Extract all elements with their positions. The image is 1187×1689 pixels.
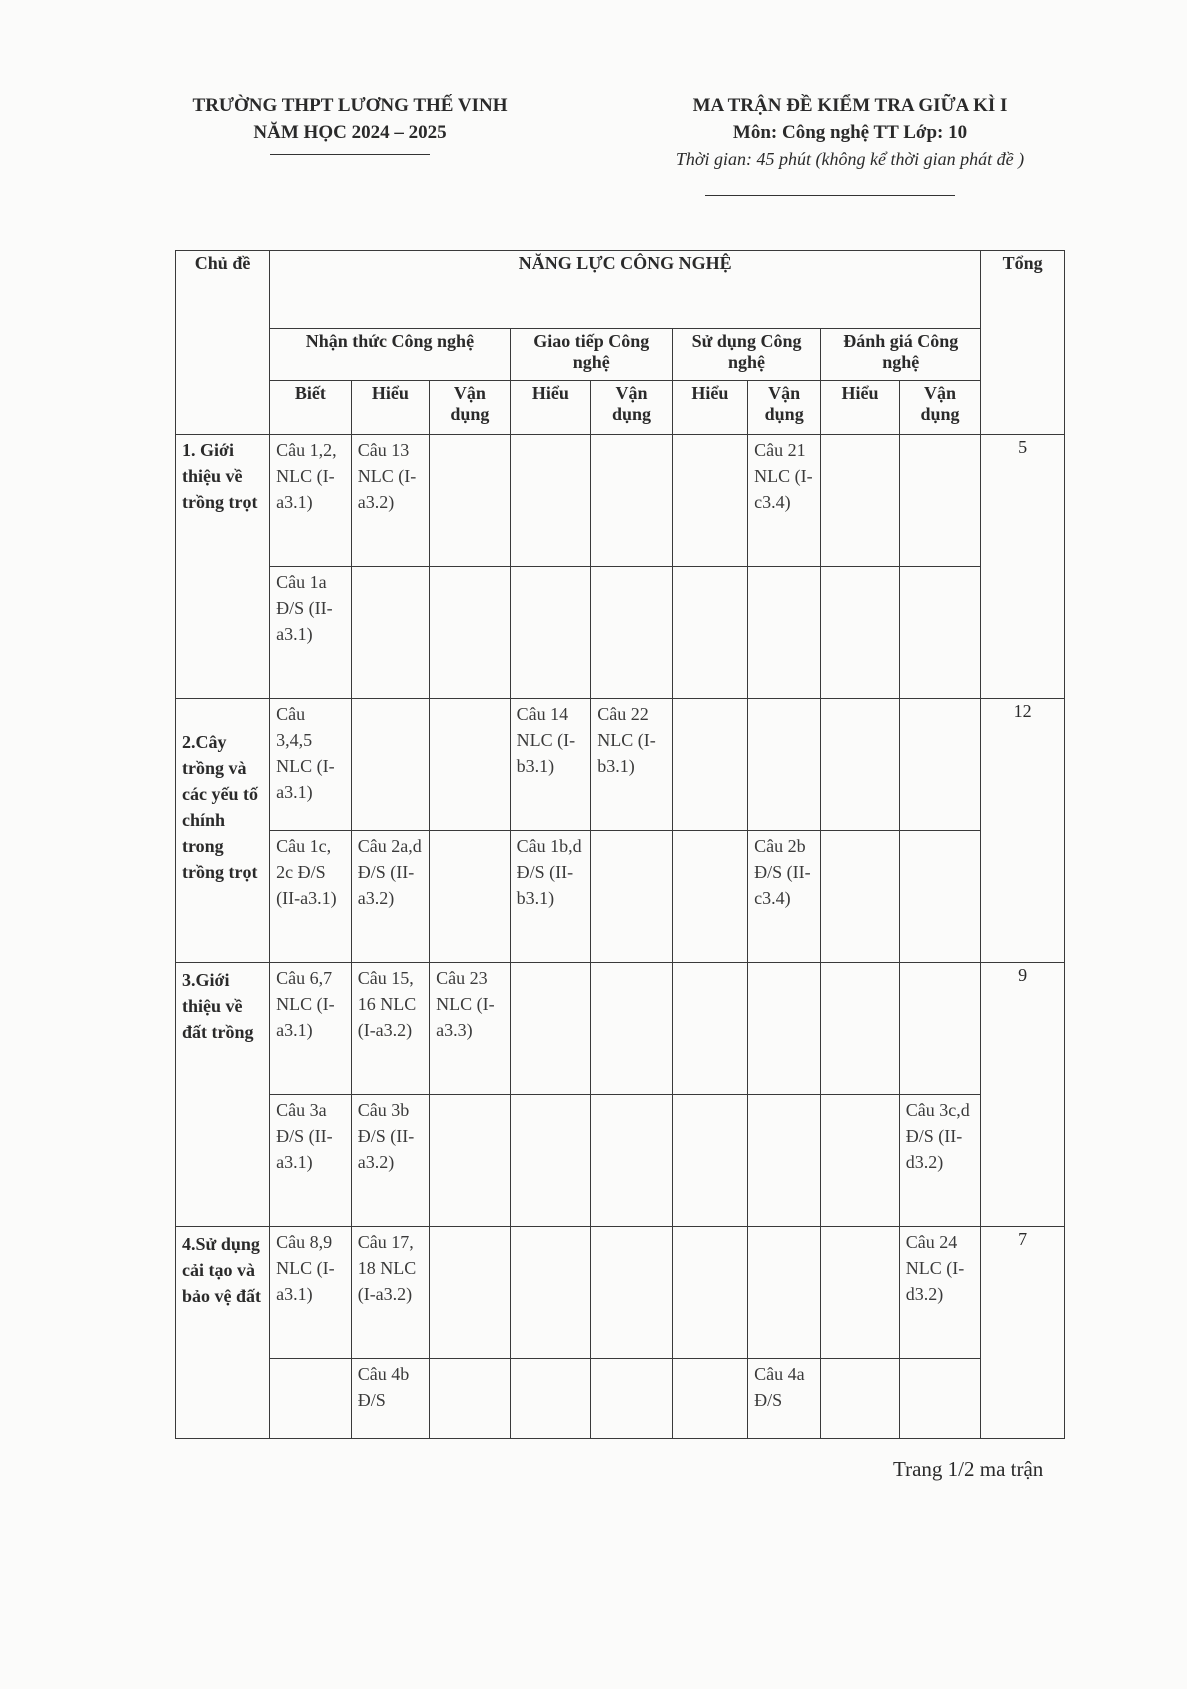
matrix-cell: [821, 963, 899, 1095]
matrix-cell: [430, 1227, 511, 1359]
matrix-cell: [821, 1359, 899, 1439]
matrix-cell: [672, 435, 747, 567]
matrix-cell: [351, 567, 429, 699]
matrix-cell: [510, 1359, 591, 1439]
matrix-cell: [591, 963, 673, 1095]
matrix-cell: [510, 435, 591, 567]
matrix-cell: Câu 4a Đ/S: [748, 1359, 821, 1439]
matrix-cell: Câu 21 NLC (I-c3.4): [748, 435, 821, 567]
matrix-cell: [821, 1227, 899, 1359]
matrix-cell: [821, 699, 899, 831]
matrix-cell: [430, 435, 511, 567]
matrix-cell: [821, 1095, 899, 1227]
subcol-header: Vận dụng: [591, 381, 673, 435]
matrix-cell: [591, 1227, 673, 1359]
page-footer: Trang 1/2 ma trận: [893, 1457, 1044, 1481]
matrix-cell: [821, 435, 899, 567]
matrix-cell: [672, 699, 747, 831]
table-row: [176, 1227, 1065, 1359]
matrix-cell: [430, 1359, 511, 1439]
matrix-cell: [899, 831, 981, 963]
subcol-header: Biết: [270, 381, 352, 435]
group-header: Giao tiếp Công nghệ: [510, 329, 672, 381]
subcol-header: Hiểu: [672, 381, 747, 435]
matrix-cell: [672, 963, 747, 1095]
matrix-cell: Câu 3a Đ/S (II-a3.1): [270, 1095, 352, 1227]
matrix-cell: [672, 1227, 747, 1359]
matrix-cell: [270, 1359, 352, 1439]
matrix-cell: [591, 831, 673, 963]
matrix-cell: Câu 1a Đ/S (II-a3.1): [270, 567, 352, 699]
exam-time: Thời gian: 45 phút (không kể thời gian phát đề ): [675, 149, 1025, 169]
matrix-cell: [899, 963, 981, 1095]
matrix-cell: [591, 1095, 673, 1227]
matrix-cell: [430, 699, 511, 831]
matrix-cell: [748, 1095, 821, 1227]
group-header: Đánh giá Công nghệ: [821, 329, 981, 381]
matrix-cell: Câu 1b,d Đ/S (II-b3.1): [510, 831, 591, 963]
subcol-header: Vận dụng: [430, 381, 511, 435]
header-divider: [270, 154, 430, 155]
exam-title: MA TRẬN ĐỀ KIỂM TRA GIỮA KÌ I: [692, 95, 1008, 116]
group-header: Nhận thức Công nghệ: [270, 329, 511, 381]
matrix-cell: [748, 699, 821, 831]
school-header: [150, 92, 550, 155]
subcol-header: Hiểu: [821, 381, 899, 435]
matrix-cell: Câu 13 NLC (I-a3.2): [351, 435, 429, 567]
table-row: [176, 699, 1065, 831]
matrix-cell: [510, 963, 591, 1095]
subcol-header: Vận dụng: [748, 381, 821, 435]
competence-group-header: NĂNG LỰC CÔNG NGHỆ: [270, 251, 981, 329]
matrix-cell: Câu 1c, 2c Đ/S (II-a3.1): [270, 831, 352, 963]
topic-cell: 3.Giới thiệu về đất trồng: [176, 963, 270, 1227]
matrix-cell: [748, 567, 821, 699]
matrix-cell: [672, 831, 747, 963]
subcol-header: Vận dụng: [899, 381, 981, 435]
exam-header: [600, 92, 1100, 196]
matrix-cell: Câu 4b Đ/S: [351, 1359, 429, 1439]
matrix-cell: [672, 567, 747, 699]
matrix-cell: Câu 17, 18 NLC (I-a3.2): [351, 1227, 429, 1359]
matrix-cell: Câu 3,4,5 NLC (I-a3.1): [270, 699, 352, 831]
matrix-cell: [510, 1095, 591, 1227]
header-divider: [705, 195, 955, 196]
table-row: [176, 1095, 1065, 1227]
matrix-cell: Câu 22 NLC (I-b3.1): [591, 699, 673, 831]
matrix-cell: [748, 963, 821, 1095]
total-cell: 5: [981, 435, 1065, 699]
topic-cell: 4.Sử dụng cải tạo và bảo vệ đất: [176, 1227, 270, 1439]
matrix-cell: [430, 1095, 511, 1227]
matrix-cell: [510, 1227, 591, 1359]
matrix-cell: [430, 567, 511, 699]
group-header: Sử dụng Công nghệ: [672, 329, 821, 381]
matrix-cell: [899, 1359, 981, 1439]
total-cell: 9: [981, 963, 1065, 1227]
table-row: [176, 963, 1065, 1095]
subcol-header: Hiểu: [351, 381, 429, 435]
matrix-cell: [672, 1095, 747, 1227]
total-column-header: Tổng: [981, 251, 1065, 435]
exam-subject: Môn: Công nghệ TT Lớp: 10: [732, 122, 968, 143]
table-row: [176, 1359, 1065, 1439]
matrix-cell: Câu 14 NLC (I-b3.1): [510, 699, 591, 831]
school-name: TRƯỜNG THPT LƯƠNG THẾ VINH: [192, 95, 508, 116]
matrix-cell: [899, 699, 981, 831]
matrix-cell: [899, 567, 981, 699]
topic-cell: 2.Cây trồng và các yếu tố chính trong trồng trọt: [176, 699, 270, 963]
matrix-cell: Câu 2a,d Đ/S (II-a3.2): [351, 831, 429, 963]
table-row: [176, 435, 1065, 567]
total-cell: 7: [981, 1227, 1065, 1439]
total-cell: 12: [981, 699, 1065, 963]
matrix-cell: [748, 1227, 821, 1359]
matrix-cell: Câu 3b Đ/S (II-a3.2): [351, 1095, 429, 1227]
table-row: [176, 831, 1065, 963]
topic-column-header: Chủ đề: [176, 251, 270, 435]
topic-cell: 1. Giới thiệu về trồng trọt: [176, 435, 270, 699]
matrix-cell: [672, 1359, 747, 1439]
matrix-cell: [821, 567, 899, 699]
exam-matrix-table: [175, 250, 1065, 1439]
matrix-cell: Câu 24 NLC (I-d3.2): [899, 1227, 981, 1359]
matrix-cell: [351, 699, 429, 831]
matrix-cell: Câu 6,7 NLC (I-a3.1): [270, 963, 352, 1095]
school-year: NĂM HỌC 2024 – 2025: [253, 122, 447, 143]
matrix-cell: Câu 23 NLC (I-a3.3): [430, 963, 511, 1095]
matrix-cell: Câu 2b Đ/S (II-c3.4): [748, 831, 821, 963]
matrix-cell: [591, 1359, 673, 1439]
matrix-cell: Câu 15, 16 NLC (I-a3.2): [351, 963, 429, 1095]
matrix-cell: Câu 3c,d Đ/S (II-d3.2): [899, 1095, 981, 1227]
matrix-cell: [430, 831, 511, 963]
table-row: [176, 567, 1065, 699]
matrix-cell: Câu 1,2, NLC (I-a3.1): [270, 435, 352, 567]
matrix-cell: [899, 435, 981, 567]
matrix-cell: Câu 8,9 NLC (I-a3.1): [270, 1227, 352, 1359]
matrix-cell: [591, 435, 673, 567]
matrix-cell: [510, 567, 591, 699]
matrix-cell: [591, 567, 673, 699]
matrix-cell: [821, 831, 899, 963]
subcol-header: Hiểu: [510, 381, 591, 435]
